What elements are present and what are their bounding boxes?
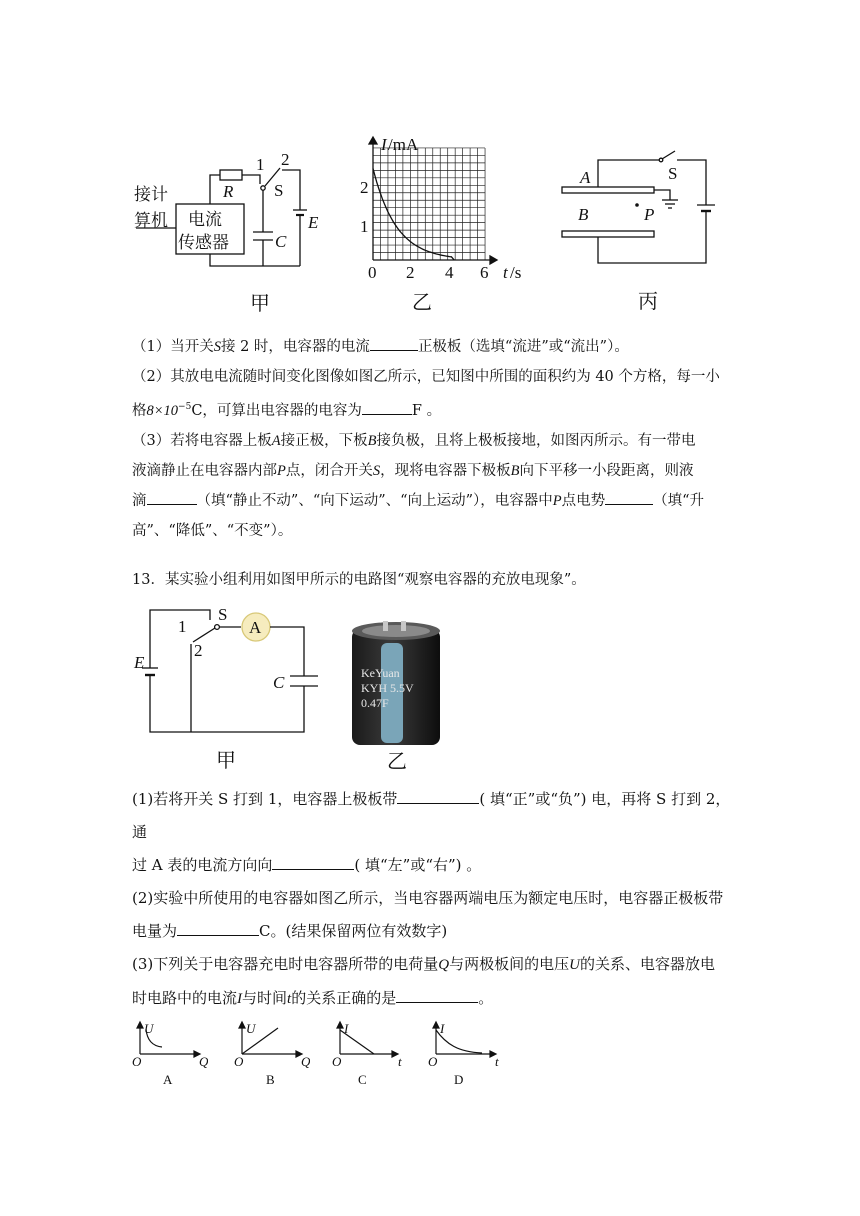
figure-q13-yi-capacitor: [345, 615, 455, 775]
label-B: B: [578, 205, 589, 224]
svg-text:Q: Q: [301, 1054, 310, 1069]
caption-jia: 甲: [216, 750, 236, 772]
option-letter: C: [358, 1072, 367, 1087]
label-A: A: [580, 168, 591, 187]
label-E: E: [308, 213, 319, 232]
label-terminal-2: 2: [194, 641, 203, 660]
svg-text:t: t: [495, 1054, 499, 1069]
option-graph-A[interactable]: [128, 1020, 208, 1090]
svg-text:O: O: [132, 1054, 142, 1069]
y-tick-2: 2: [360, 178, 369, 197]
answer-blank[interactable]: [147, 490, 197, 505]
label-computer-2: 算机: [134, 211, 168, 230]
x-tick-0: 0: [368, 263, 377, 282]
figure-jia-sensor-circuit: [130, 150, 330, 320]
answer-blank[interactable]: [362, 400, 412, 415]
option-graph-C[interactable]: [328, 1020, 408, 1090]
x-tick-2: 2: [406, 263, 415, 282]
discharge-curve: [373, 169, 454, 261]
label-terminal-1: 1: [256, 155, 265, 174]
q13-text: (1)若将开关 S 打到 1，电容器上极板带 ( 填“正”或“负”) 电，再将 S 打到 2，通 过 A 表的电流方向向 ( 填“左”或“右”) 。 (2)实验中所使用的电容器如图乙所示，当电容器两端电压为额定电压时，电容器正极板带 电量为 C。(结果保留两位有效数字) (3)下列关于电容器充电时电容器所带的电荷量Q与两极板间的电压U的关系、电容器放电 时电路中的电流I与时间t的关系正确的是 。: [132, 790, 731, 1007]
answer-blank[interactable]: [605, 490, 653, 505]
q12-text: （1）当开关S接 2 时，电容器的电流 正极板（选填“流进”或“流出”）。 （2）其放电电流随时间变化图像如图乙所示，已知图中所围的面积约为 40 个方格，每一小 格$8\times 10^{-5}C$，可算出电容器的电容为 F 。 （3）若将电容器上板A接正极，下板B接负极，且将上极板接地，如图丙所示。有一带电 液滴静止在电容器内部P点，闭合开关S，现将电容器下极板B向下平移一小段距离，则液 滴 （填“静止不动”、“向下运动”、“向上运动”），电容器中P点电势 （填“升 高”、“降低”、“不变”）。: [132, 332, 732, 546]
label-S: S: [274, 181, 284, 200]
label-S: S: [218, 605, 228, 624]
grid: [373, 148, 485, 260]
option-letter: A: [163, 1072, 173, 1087]
y-axis-unit: /mA: [388, 135, 419, 154]
figure-yi-discharge-graph: [355, 132, 535, 320]
answer-blank[interactable]: [177, 921, 259, 936]
svg-text:U: U: [246, 1021, 256, 1036]
svg-text:O: O: [428, 1054, 438, 1069]
label-terminal-1: 1: [178, 617, 187, 636]
svg-text:O: O: [234, 1054, 244, 1069]
label-P: P: [644, 205, 655, 224]
caption-yi: 乙: [387, 751, 407, 773]
option-graph-D[interactable]: [424, 1020, 504, 1090]
label-C: C: [275, 232, 287, 251]
label-terminal-2: 2: [281, 150, 290, 169]
caption-bing: 丙: [638, 291, 658, 313]
answer-blank[interactable]: [370, 336, 418, 351]
label-C: C: [273, 673, 285, 692]
svg-text:I: I: [440, 1021, 445, 1036]
ammeter-label-A: A: [249, 618, 262, 637]
q12-part3: （3）若将电容器上板A接正极，下板B接负极，且将上极板接地，如图丙所示。有一带电: [132, 432, 696, 449]
x-tick-4: 4: [445, 263, 454, 282]
svg-text:I: I: [344, 1021, 349, 1036]
y-tick-1: 1: [360, 217, 369, 236]
answer-blank[interactable]: [272, 855, 354, 870]
figure-q13-jia-circuit: [130, 600, 330, 775]
option-graph-B[interactable]: [230, 1020, 310, 1090]
label-S: S: [668, 164, 678, 183]
option-letter: D: [454, 1072, 464, 1087]
caption-jia: 甲: [250, 293, 270, 315]
svg-text:U: U: [144, 1021, 154, 1036]
svg-text:Q: Q: [199, 1054, 208, 1069]
capacitor-value: 0.47F: [361, 696, 389, 710]
caption-yi: 乙: [412, 292, 432, 314]
label-sensor-1: 电流: [188, 210, 222, 229]
svg-text:O: O: [332, 1054, 342, 1069]
label-computer-1: 接计: [134, 185, 168, 204]
label-E: E: [134, 653, 145, 672]
q12-part2: （2）其放电电流随时间变化图像如图乙所示，已知图中所围的面积约为 40 个方格，每一小: [132, 369, 720, 385]
figure-bing-parallel-plates: [560, 145, 730, 320]
label-sensor-2: 传感器: [178, 233, 229, 252]
svg-text:t: t: [398, 1054, 402, 1069]
x-axis-unit: /s: [510, 263, 522, 282]
q12-part1: （1）当开关S接 2 时，电容器的电流 正极板（选填“流进”或“流出”）。: [132, 332, 732, 362]
q12-part2-cont: 格$8\times 10^{-5}C$，可算出电容器的电容为 F 。: [132, 392, 732, 426]
label-R: R: [223, 182, 234, 201]
capacitor-model: KYH 5.5V: [361, 681, 414, 695]
q13-title: 13．某实验小组利用如图甲所示的电路图“观察电容器的充放电现象”。: [132, 572, 586, 588]
x-tick-6: 6: [480, 263, 489, 282]
droplet-point: [635, 203, 639, 207]
option-letter: B: [266, 1072, 275, 1087]
answer-blank[interactable]: [396, 988, 478, 1003]
answer-blank[interactable]: [397, 789, 479, 804]
capacitor-brand: KeYuan: [361, 666, 400, 680]
x-axis-label-t: t: [503, 263, 508, 282]
y-axis-label-I: I: [381, 135, 387, 154]
